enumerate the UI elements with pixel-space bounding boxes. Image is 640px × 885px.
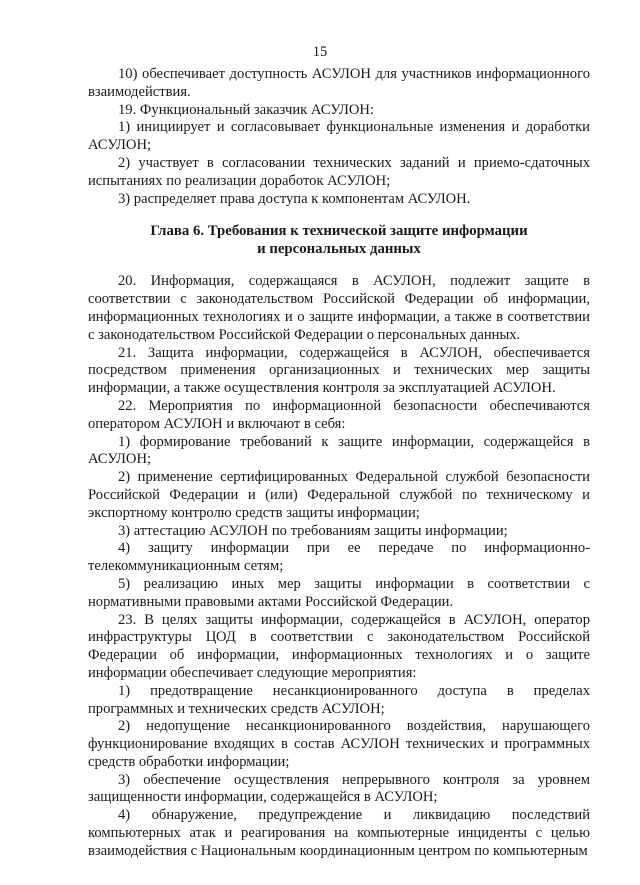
clause-22-item-1: 1) формирование требований к защите информации, содержащейся в АСУЛОН;: [88, 433, 590, 468]
chapter-heading: [88, 222, 590, 258]
clause-22-item-2: 2) применение сертифицированных Федеральной службой безопасности Российской Федерации и (или) Федеральной службой по техническому и экспортному контролю средств защиты информации;: [88, 469, 590, 521]
chapter-heading-line-1: Глава 6. Требования к технической защите информации: [150, 223, 528, 240]
clause-23-item-4: 4) обнаружение, предупреждение и ликвидацию последствий компьютерных атак и реагирования на компьютерные инциденты с целью взаимодействия с Национальным координационным центром по компьютерным: [88, 807, 590, 859]
clause-22: 22. Мероприятия по информационной безопасности обеспечиваются оператором АСУЛОН и включают в себя:: [88, 397, 590, 432]
clause-23-item-3: 3) обеспечение осуществления непрерывного контроля за уровнем защищенности информации, содержащейся в АСУЛОН;: [88, 771, 590, 806]
clause-22-item-4: 4) защиту информации при ее передаче по информационно-телекоммуникационным сетям;: [88, 540, 590, 575]
list-item-10: 10) обеспечивает доступность АСУЛОН для участников информационного взаимодействия.: [88, 66, 590, 100]
clause-23-item-2: 2) недопущение несанкционированного воздействия, нарушающего функционирование входящих в состав АСУЛОН технических и программных средств обработки информации;: [88, 718, 590, 770]
chapter-heading-line-2: и персональных данных: [257, 241, 421, 258]
clause-19-item-3: 3) распределяет права доступа к компонентам АСУЛОН.: [118, 190, 471, 207]
clause-19-item-2: 2) участвует в согласовании технических заданий и приемо-сдаточных испытаниях по реализации доработок АСУЛОН;: [88, 154, 590, 189]
clause-20: 20. Информация, содержащаяся в АСУЛОН, подлежит защите в соответствии с законодательством Российской Федерации об информации, информационных технологиях и о защите информации, а также в соответствии с законодательством Российской Федерации о персональных данных.: [88, 273, 590, 343]
clause-22-item-3: 3) аттестацию АСУЛОН по требованиям защиты информации;: [118, 522, 508, 539]
clause-22-item-5: 5) реализацию иных мер защиты информации в соответствии с нормативными правовыми актами Российской Федерации.: [88, 575, 590, 610]
clause-19-item-1: 1) инициирует и согласовывает функциональные изменения и доработки АСУЛОН;: [88, 119, 590, 154]
clause-19: 19. Функциональный заказчик АСУЛОН:: [118, 101, 374, 118]
clause-23: 23. В целях защиты информации, содержащейся в АСУЛОН, оператор инфраструктуры ЦОД в соответствии с законодательством Российской Федерации об информации, информационных технологиях и о защите информации обеспечивает следующие мероприятия:: [88, 611, 590, 681]
clause-21: 21. Защита информации, содержащейся в АСУЛОН, обеспечивается посредством применения организационных и технических мер защиты информации, а также осуществления контроля за эксплуатацией АСУЛОН.: [88, 344, 590, 397]
document-body: [88, 66, 590, 861]
page-number: 15: [312, 44, 328, 60]
clause-23-item-1: 1) предотвращение несанкционированного доступа в пределах программных и технических средств АСУЛОН;: [88, 682, 590, 717]
